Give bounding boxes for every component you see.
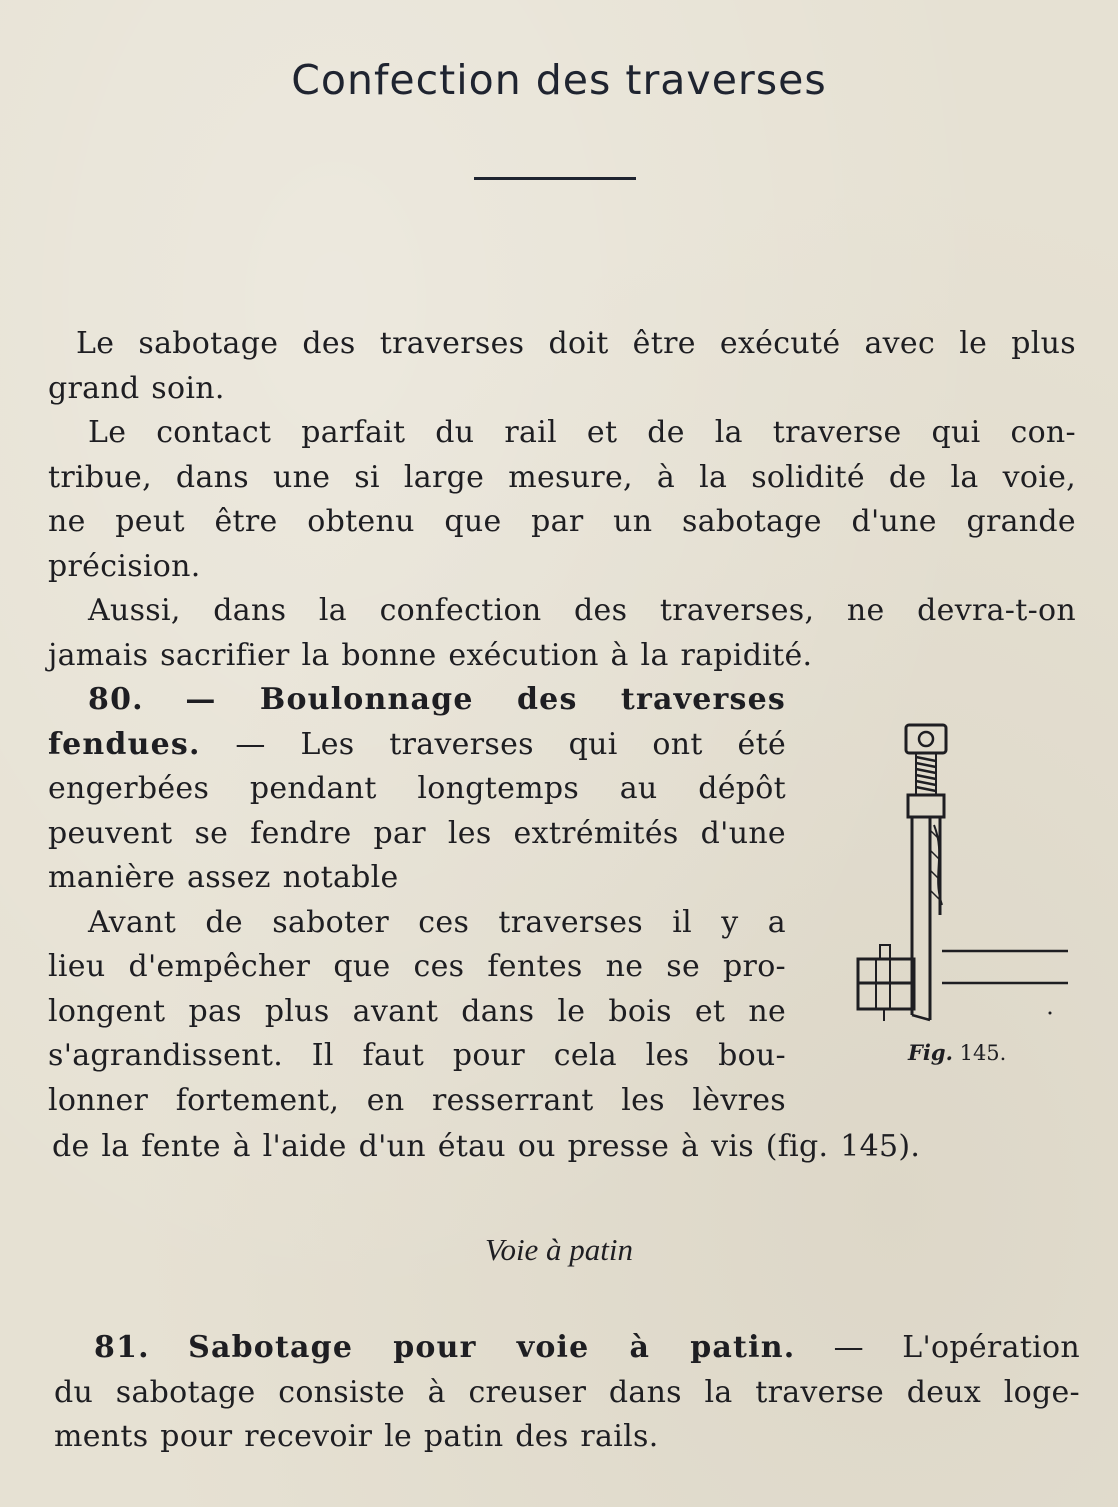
- text-line: tribue, dans une si large mesure, à la solidité de la voie,: [48, 459, 1076, 495]
- section-80-heading-line-2: [48, 723, 786, 768]
- text-line: jamais sacrifier la bonne exécution à la rapidité.: [48, 637, 813, 673]
- vise-clamp-figure: [850, 715, 1080, 1035]
- section-80-heading: — Boulonnage des traverses: [185, 682, 786, 717]
- text-line: engerbées pendant longtemps au dépôt: [48, 771, 786, 806]
- section-80-final-line: [52, 1125, 1012, 1170]
- text-line: s'agrandissent. Il faut pour cela les bou-: [48, 1038, 786, 1073]
- text-line: Aussi, dans la confection des traverses, ne devra-t-on: [88, 593, 1076, 628]
- figure-caption-prefix: Fig.: [908, 1040, 953, 1065]
- text-line: de la fente à l'aide d'un étau ou presse à vis (fig. 145).: [52, 1129, 921, 1164]
- text-line: manière assez notable: [48, 860, 399, 895]
- intro-paragraph-3: [48, 589, 1076, 678]
- page-title: Confection des traverses: [291, 56, 827, 104]
- figure-caption-number: 145.: [959, 1041, 1007, 1065]
- section-81-text-start: — L'opération: [833, 1330, 1080, 1365]
- section-80-text-start: — Les traverses qui ont été: [235, 726, 786, 762]
- title-divider: [474, 177, 636, 180]
- figure-caption: [908, 1040, 1006, 1065]
- text-line: lieu d'empêcher que ces fentes ne se pro-: [48, 949, 786, 984]
- text-line: grand soin.: [48, 370, 225, 406]
- intro-paragraph-2: [48, 411, 1076, 589]
- section-subtitle: Voie à patin: [484, 1232, 634, 1267]
- section-81-heading: Sabotage pour voie à patin.: [188, 1330, 796, 1365]
- text-line: peuvent se fendre par les extrémités d'une: [48, 815, 786, 851]
- section-81-heading-line: [54, 1326, 1080, 1371]
- section-80-heading-line: [48, 678, 786, 723]
- text-line: du sabotage consiste à creuser dans la traverse deux loge-: [54, 1374, 1080, 1410]
- section-81-number: 81.: [94, 1330, 150, 1365]
- text-line: longent pas plus avant dans le bois et ne: [48, 993, 786, 1029]
- text-line: Le sabotage des traverses doit être exécuté avec le plus: [76, 326, 1076, 361]
- text-line: précision.: [48, 548, 201, 584]
- section-80-heading-continued: fendues.: [48, 726, 201, 762]
- text-line: Avant de saboter ces traverses il y a: [88, 904, 786, 940]
- text-line: ne peut être obtenu que par un sabotage d'une grande: [48, 504, 1076, 539]
- text-line: ments pour recevoir le patin des rails.: [54, 1419, 659, 1454]
- text-line: lonner fortement, en resserrant les lèvres: [48, 1082, 786, 1118]
- section-80-number: 80.: [88, 682, 144, 717]
- section-80: [48, 678, 786, 1123]
- intro-paragraph-1: [48, 322, 1076, 411]
- section-81: [54, 1326, 1080, 1460]
- text-line: Le contact parfait du rail et de la traverse qui con-: [88, 415, 1076, 450]
